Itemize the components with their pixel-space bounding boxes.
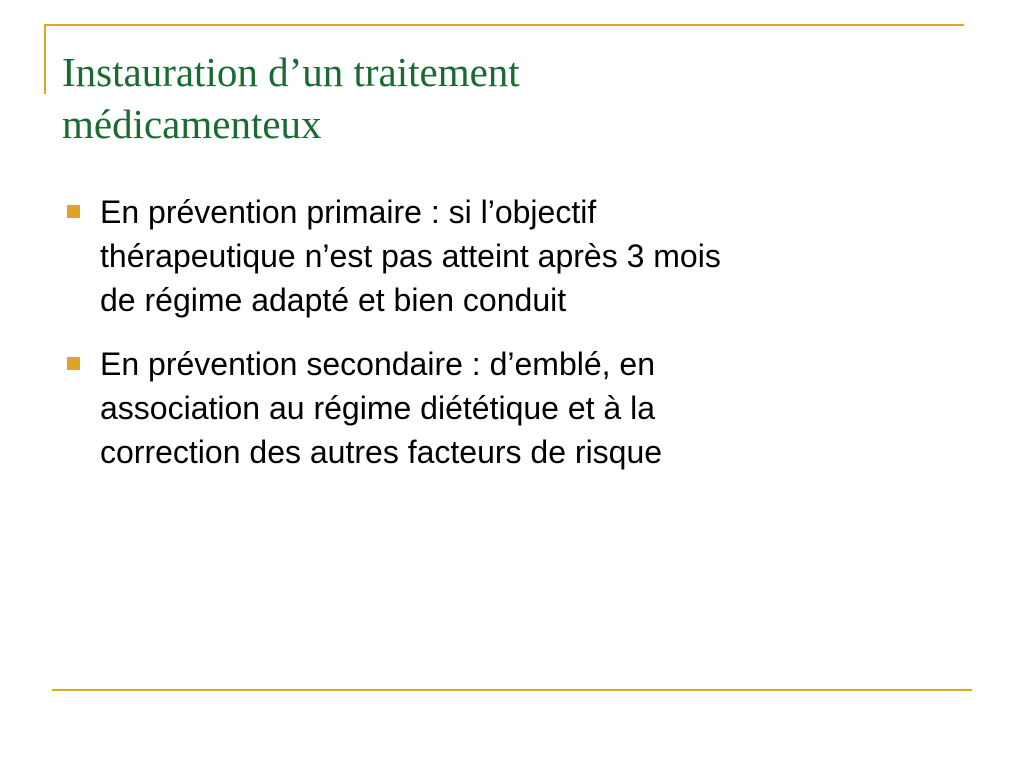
bullet-text-line: thérapeutique n’est pas atteint après 3 mois	[100, 238, 721, 274]
bullet-text-line: En prévention primaire : si l’objectif	[100, 194, 597, 230]
bullet-text-line: correction des autres facteurs de risque	[100, 434, 663, 470]
top-border-line	[44, 24, 964, 26]
bullet-text-line: de régime adapté et bien conduit	[100, 282, 567, 318]
bullet-text-line: En prévention secondaire : d’emblé, en	[100, 346, 656, 382]
slide-title-line-1: Instauration d’un traitement	[62, 49, 520, 95]
square-bullet-icon	[67, 205, 80, 218]
bullet-list	[62, 190, 952, 494]
bullet-item-primary-prevention	[62, 190, 952, 322]
bullet-item-secondary-prevention	[62, 342, 952, 474]
square-bullet-icon	[67, 357, 80, 370]
slide-title-line-2: médicamenteux	[62, 101, 322, 147]
bottom-border-line	[52, 689, 972, 691]
slide-title	[62, 46, 962, 150]
bullet-text-line: association au régime diététique et à la	[100, 390, 656, 426]
left-border-line	[44, 24, 46, 94]
